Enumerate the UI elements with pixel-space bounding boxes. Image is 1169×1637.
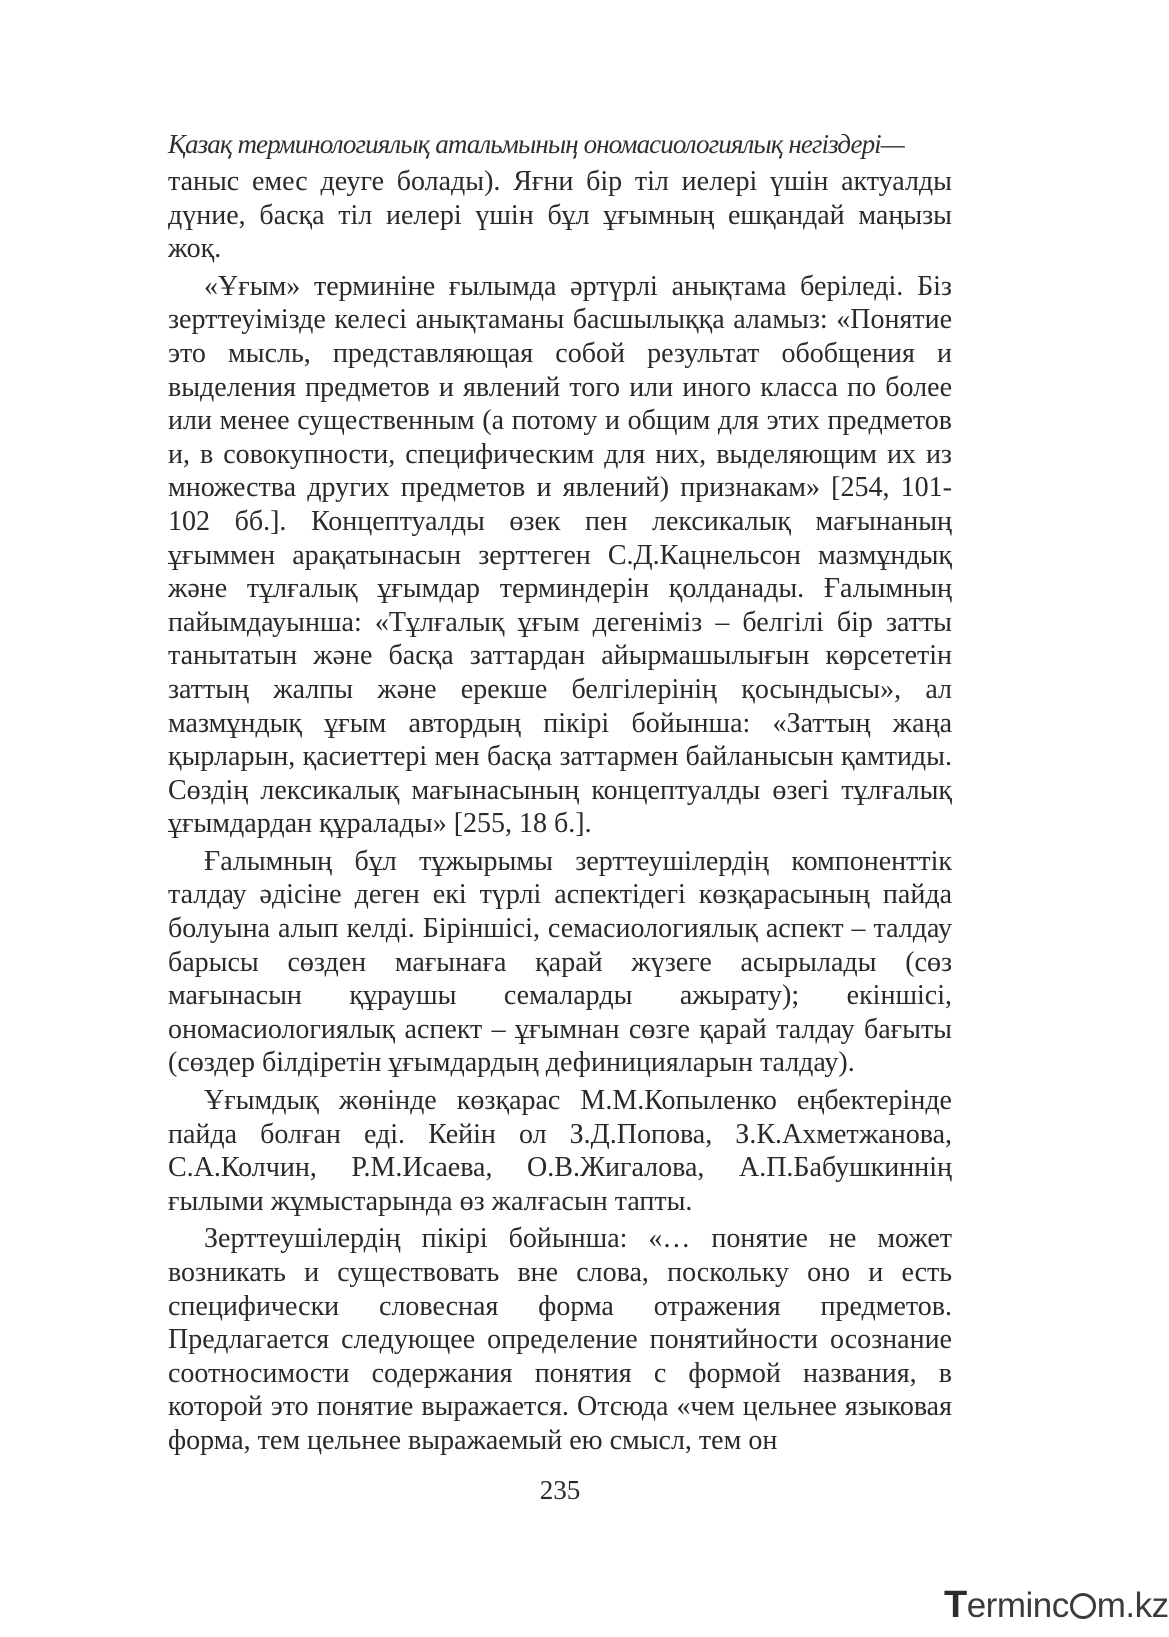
watermark-suffix: m.kz (1096, 1586, 1169, 1625)
paragraph-concept-definition: «Ұғым» терминіне ғылымда әртүрлі анықтама беріледі. Біз зерттеуімізде келесі анықтаманы басшылыққа аламыз: «Понятие это мысль, представляющая собой результат обобщения и выделения предметов и явлений того или иного класса по более или менее существенным (а потому и общим для этих предметов и, в совокупности, специфическим для них, выделяющим их из множества других предметов и явлений) признакам» [254, 101-102 бб.]. Концептуалды өзек пен лексикалық мағынаның ұғыммен арақатынасын зерттеген С.Д.Кацнельсон мазмұндық және тұлғалық ұғымдар терминдерін қолданады. Ғалымның пайымдауынша: «Тұлғалық ұғым дегеніміз – белгілі бір затты танытатын және басқа заттардан айырмашылығын көрсететін заттың жалпы және ерекше белгілерінің қосындысы», ал мазмұндық ұғым автордың пікірі бойынша: «Заттың жаңа қырларын, қасиеттері мен басқа заттармен байланысын қамтиды. Сөздің лексикалық мағынасының концептуалды өзегі тұлғалық ұғымдардан құралады» [255, 18 б.]. (168, 270, 952, 840)
page-number: 235 (539, 1475, 581, 1505)
watermark-prefix: T (944, 1584, 967, 1626)
watermark-middle: erminc (966, 1586, 1069, 1625)
paragraph-component-analysis: Ғалымның бұл тұжырымы зерттеушілердің компоненттік талдау әдісіне деген екі түрлі аспектідегі көзқарасының пайда болуына алып келді. Біріншісі, семасиологиялық аспект – талдау барысы сөзден мағынаға қарай жүзеге асырылады (сөз мағынасын құраушы семаларды ажырату); екіншісі, ономасиологиялық аспект – ұғымнан сөзге қарай талдау бағыты (сөздер білдіретін ұғымдардың дефиницияларын талдау). (168, 845, 952, 1079)
termincom-watermark-logo (944, 1584, 1169, 1626)
running-header: Қазақ терминологиялық атальмының ономасиологиялық негіздері— (168, 129, 904, 159)
magnifier-o-icon (1070, 1593, 1096, 1619)
paragraph-continued: таныс емес деуге болады). Яғни бір тіл иелері үшін актуалды дүние, басқа тіл иелері үшін бұл ұғымның ешқандай маңызы жоқ. (168, 166, 952, 265)
book-page (168, 128, 952, 1568)
body-text (168, 165, 952, 1458)
paragraph-conceptual-view: Ұғымдық жөнінде көзқарас М.М.Копыленко еңбектерінде пайда болған еді. Кейін ол З.Д.Попова, З.К.Ахметжанова, С.А.Колчин, Р.М.Исаева, О.В.Жигалова, А.П.Бабушкиннің ғылыми жұмыстарында өз жалғасын тапты. (168, 1085, 952, 1217)
paragraph-researchers-opinion: Зерттеушілердің пікірі бойынша: «… понятие не может возникать и существовать вне слова, поскольку оно и есть специфически словесная форма отражения предметов. Предлагается следующее определение понятийности осознание соотносимости содержания понятия с формой названия, в которой это понятие выражается. Отсюда «чем цельнее языковая форма, тем цельнее выражаемый ею смысл, тем он (168, 1223, 952, 1456)
